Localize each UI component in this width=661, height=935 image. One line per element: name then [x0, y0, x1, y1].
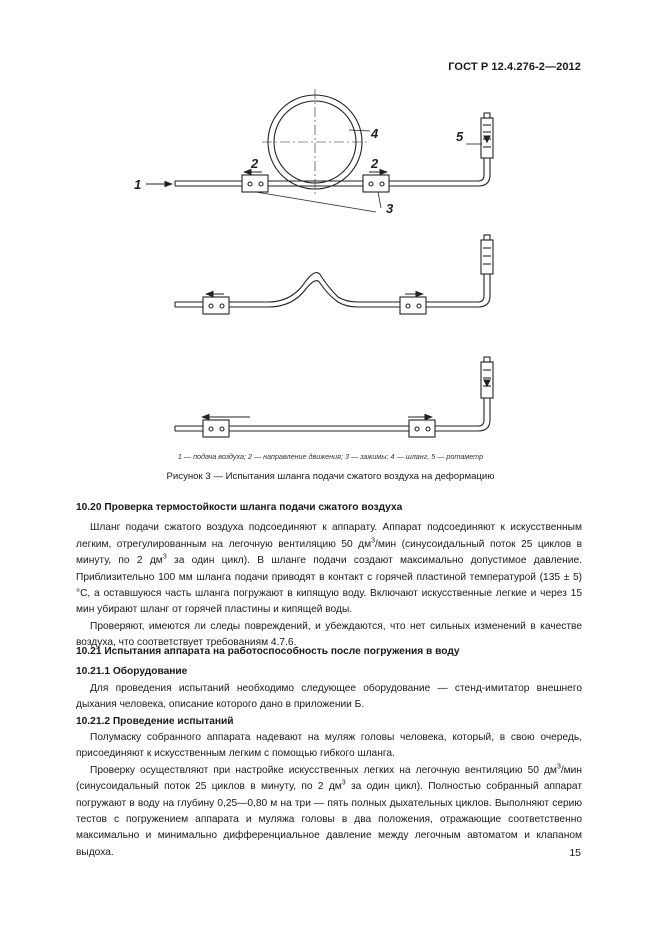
section-10-20: [76, 500, 582, 652]
bottom-arrangement: [175, 357, 493, 437]
figure-caption: Рисунок 3 — Испытания шланга подачи сжатого воздуха на деформацию: [166, 471, 495, 482]
clamp-left: [242, 175, 268, 192]
label-3: 3: [386, 201, 394, 216]
section-10-21: [76, 644, 582, 861]
document-code: ГОСТ Р 12.4.276-2—2012: [448, 61, 581, 73]
clamp-right: [363, 175, 389, 192]
label-4: 4: [371, 126, 379, 141]
page-number: 15: [569, 847, 581, 859]
section-heading: 10.20 Проверка термостойкости шланга подачи сжатого воздуха: [76, 502, 403, 513]
figure-3-hose-deformation-diagram: [0, 0, 661, 450]
paragraph: Проверку осуществляют при настройке искусственных легких на легочную вентиляцию 50 $дм^3$/мин (синусоидальный поток 25 циклов в минуту, по 2 $дм^3$ за один цикл). Полностью собранный аппарат погружают в воду на глубину 0,25—0,80 м на три — пять полных дыхательных циклов. Выполняют серию тестов с погружением аппарата и муляжа головы в два положения, отражающие соответственно максимально и минимально дифференциальное давление между легочным автоматом и клапаном выдоха.: [76, 763, 582, 858]
label-2-right: 2: [371, 156, 379, 171]
paragraph: Проверяют, имеются ли следы повреждений, и убеждаются, что нет сильных изменений в качестве воздуха, что соответствует требованиям 4.7.6.: [76, 620, 582, 649]
subsection-heading: 10.21.2 Проведение испытаний: [76, 715, 234, 727]
middle-arrangement: [175, 235, 493, 314]
paragraph: Шланг подачи сжатого воздуха подсоединяют к аппарату. Аппарат подсоединяют к искусственным легким, отрегулированным на легочную вентиляцию 50 $дм^3$/мин (синусоидальный поток 25 циклов в минуту, по 2 $дм^3$ за один цикл). В шланге подачи создают максимально допустимое давление. Приблизительно 100 мм шланга подачи приводят в контакт с горячей пластиной температурой (135 ± 5) °С, а оставшуюся часть шланга погружают в кипящую воду. Включают искусственные легкие и через 15 мин убирают шланг от горячей пластины и кипящей воды.: [76, 522, 582, 616]
section-heading: 10.21 Испытания аппарата на работоспособность после погружения в воду: [76, 646, 460, 657]
clamp-left: [203, 297, 229, 314]
clamp-left: [203, 420, 229, 437]
label-5: 5: [456, 129, 464, 144]
clamp-right: [400, 297, 426, 314]
figure-legend: 1 — подача воздуха; 2 — направление движения; 3 — зажимы; 4 — шланг, 5 — ротаметр: [177, 452, 484, 461]
label-1: 1: [134, 177, 142, 192]
paragraph: Полумаску собранного аппарата надевают на муляж головы человека, который, в свою очередь, присоединяют к искусственным легким с помощью гибкого шланга.: [76, 732, 582, 760]
top-arrangement: [146, 89, 493, 212]
label-2-left: 2: [251, 156, 259, 171]
paragraph: Для проведения испытаний необходимо следующее оборудование — стенд-имитатор внешнего дыхания человека, описание которого дано в приложении Б.: [76, 682, 582, 711]
rotameter: [481, 240, 493, 274]
subsection-heading: 10.21.1 Оборудование: [76, 666, 188, 678]
clamp-right: [409, 420, 435, 437]
